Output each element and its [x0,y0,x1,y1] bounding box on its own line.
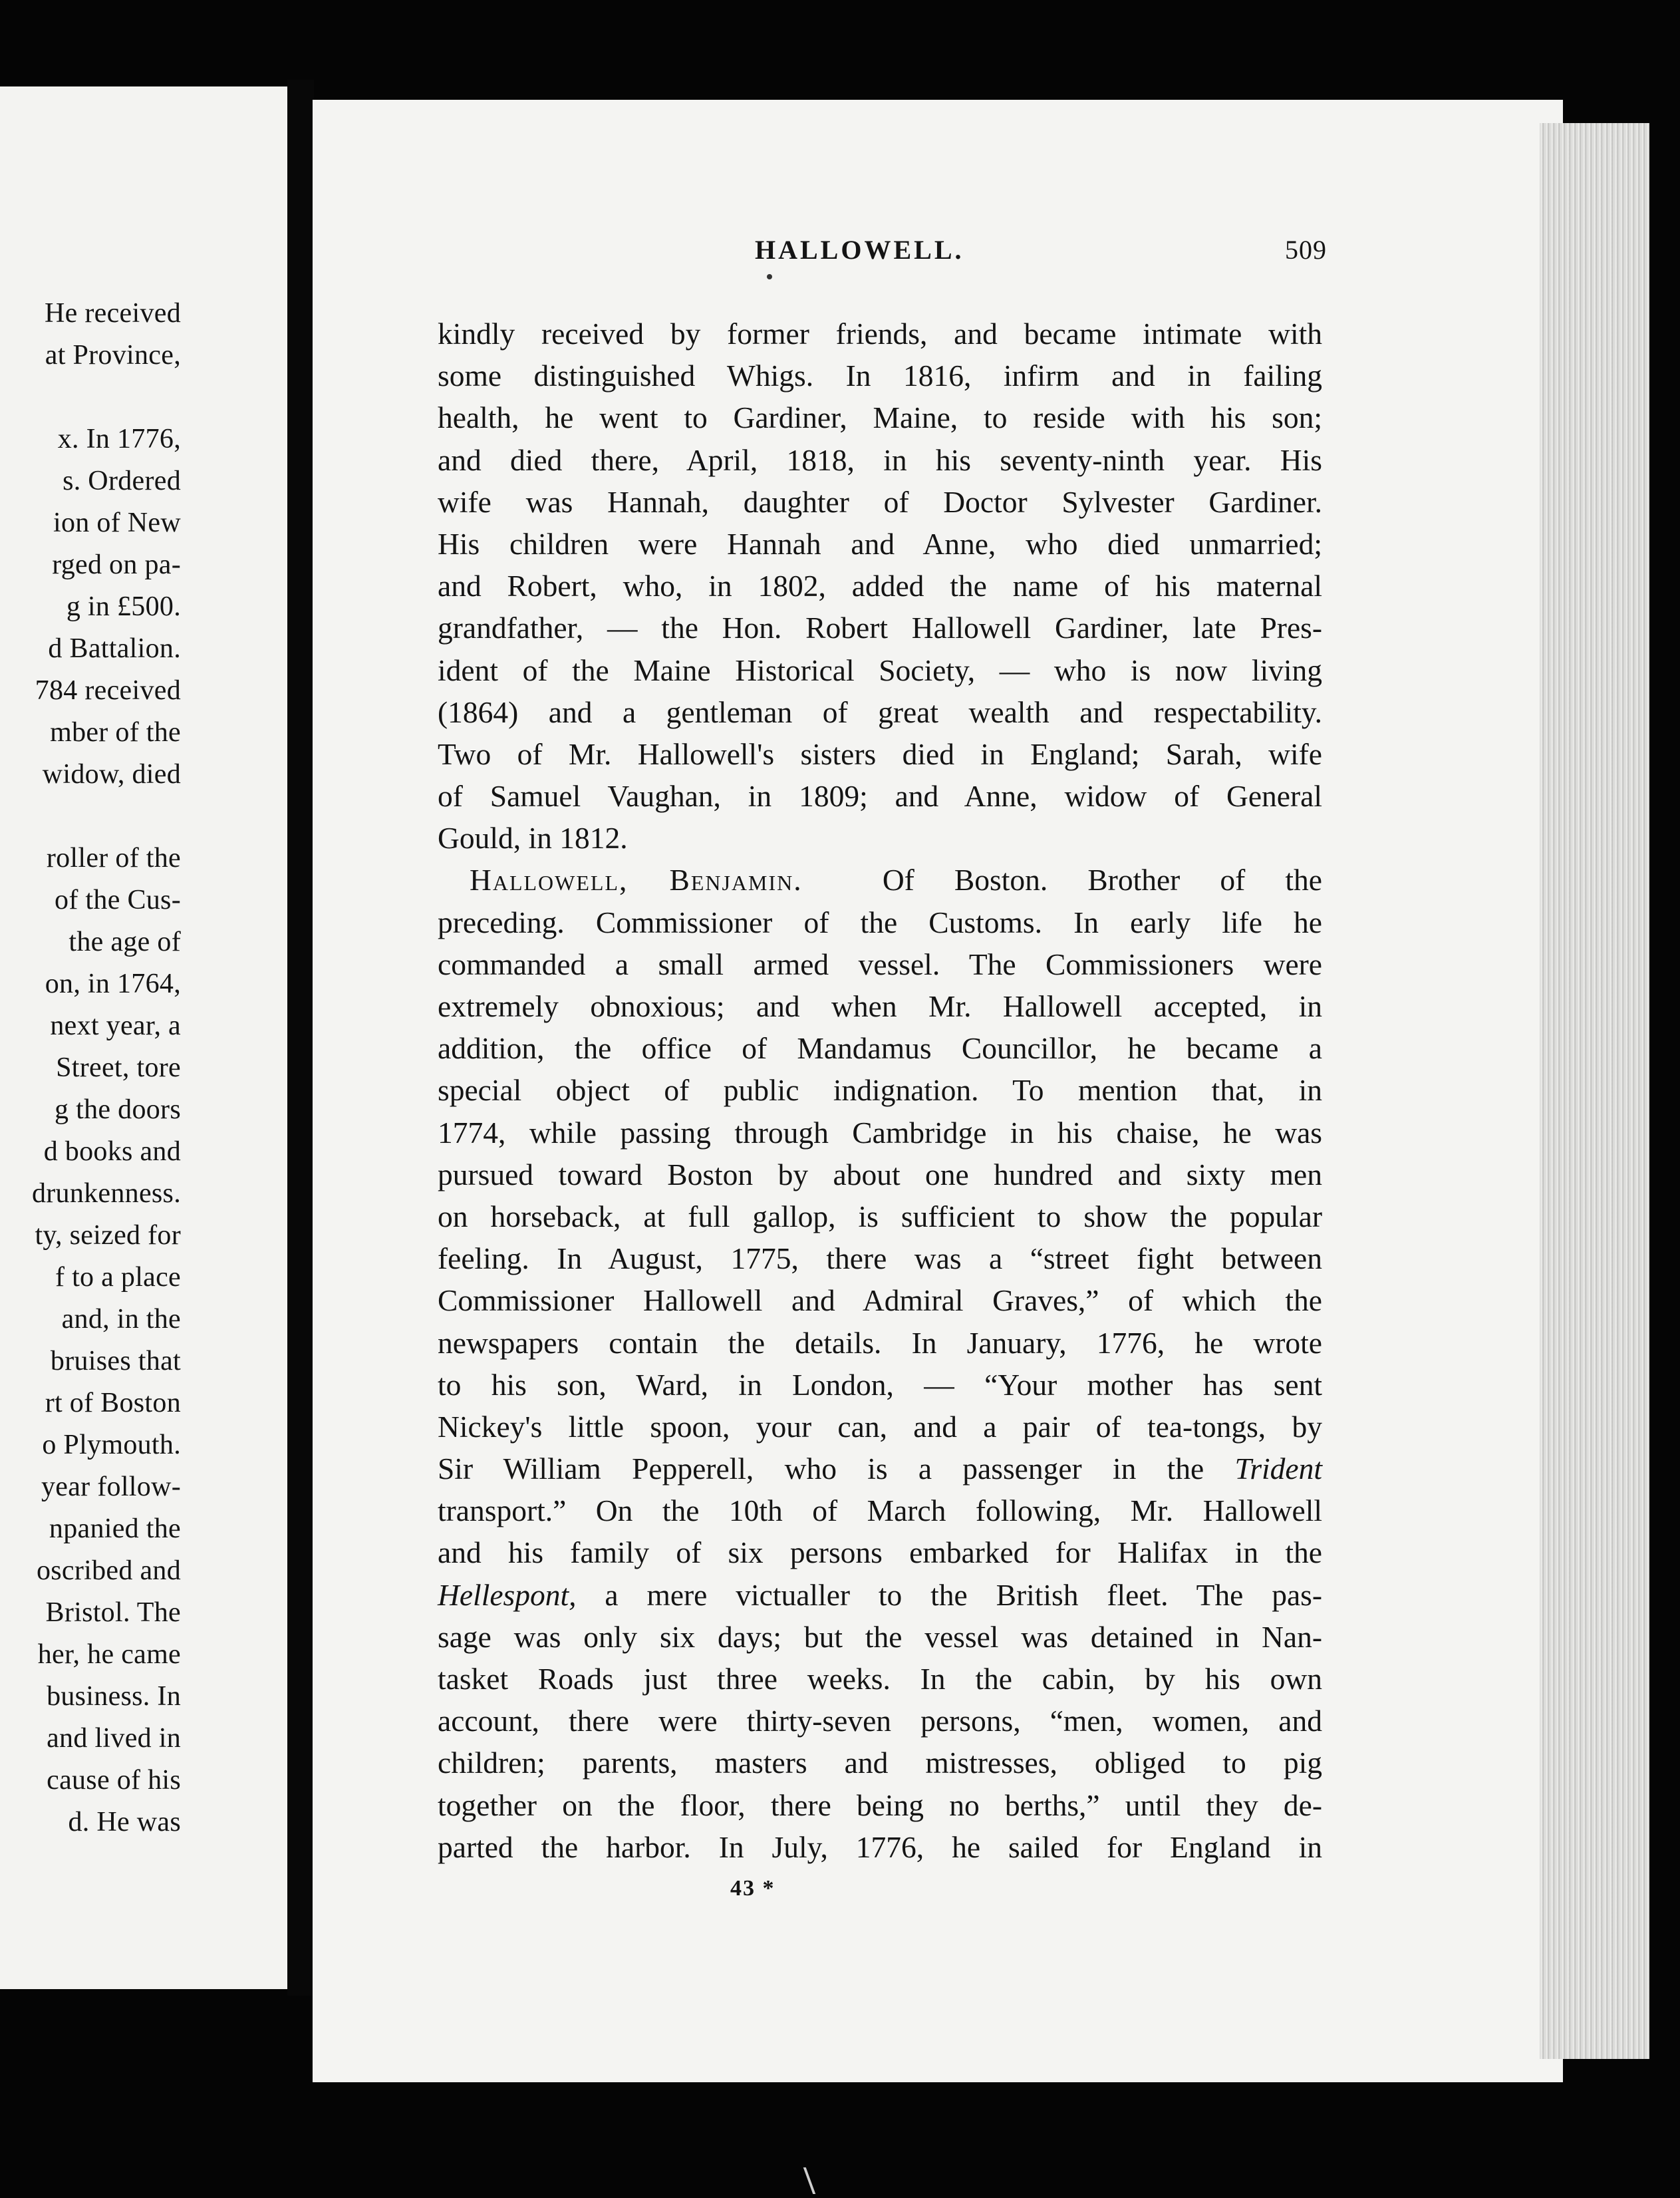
previous-page [0,86,287,1989]
text-line: health, he went to Gardiner, Maine, to reside with his son; [438,400,1322,435]
previous-page-line: Bristol. The [45,1597,181,1628]
fore-edge-shadow [1649,123,1680,2059]
text-line: His children were Hannah and Anne, who died unmarried; [438,526,1322,561]
previous-page-line: 784 received [35,675,181,706]
ink-dot [767,274,772,279]
text-line: wife was Hannah, daughter of Doctor Sylvester Gardiner. [438,484,1322,519]
text-line: grandfather, — the Hon. Robert Hallowell Gardiner, late Pres- [438,611,1322,645]
text-line: Commissioner Hallowell and Admiral Graves,” of which the [438,1283,1322,1318]
previous-page-line: year follow- [41,1472,181,1502]
previous-page-line: bruises that [50,1346,181,1376]
text-line-trident [438,1448,1322,1490]
previous-page-line: Street, tore [56,1052,181,1083]
text-line: on horseback, at full gallop, is sufficient to show the popular [438,1199,1322,1233]
text-line: and Robert, who, in 1802, added the name of his maternal [438,569,1322,603]
previous-page-line: cause of his [47,1765,181,1796]
text-line: some distinguished Whigs. In 1816, infirm and in failing [438,359,1322,393]
previous-page-line: mber of the [50,717,181,748]
previous-page-line: g the doors [55,1094,181,1125]
text-line-hellespont [438,1574,1322,1616]
previous-page-line: her, he came [37,1639,181,1670]
previous-page-line: ty, seized for [35,1220,181,1251]
paragraph-2-end [438,1616,1322,1868]
previous-page-line: d books and [43,1136,181,1167]
previous-page-line: oscribed and [36,1555,181,1586]
previous-page-line: rged on pa- [52,550,181,580]
text-line: commanded a small armed vessel. The Commissioners were [438,947,1322,981]
text-line: (1864) and a gentleman of great wealth and respectability. [438,695,1322,729]
previous-page-line: and, in the [61,1304,181,1334]
paragraph-2-continued [438,1490,1322,1573]
previous-page-line: widow, died [42,759,181,790]
paragraph-2 [438,901,1322,1448]
previous-page-line: on, in 1764, [45,969,181,999]
previous-page-line: npanied the [49,1513,181,1544]
line-text: a mere victualler to the British fleet. The pas- [605,1577,1323,1612]
previous-page-line: d Battalion. [48,633,181,664]
text-line: ident of the Maine Historical Society, — who is now living [438,653,1322,687]
previous-page-line: ion of New [53,508,181,538]
book-gutter [287,80,314,1996]
text-line: preceding. Commissioner of the Customs. In early life he [438,905,1322,939]
previous-page-line: the age of [69,927,181,957]
text-line: 1774, while passing through Cambridge in his chaise, he was [438,1115,1322,1150]
text-line: kindly received by former friends, and became intimate with [438,317,1322,351]
text-line: of Samuel Vaughan, in 1809; and Anne, widow of General [438,779,1322,814]
text-line: and his family of six persons embarked for Halifax in the [438,1535,1322,1570]
previous-page-line: rt of Boston [45,1388,181,1418]
previous-page-line: He received [45,298,181,329]
text-line: Nickey's little spoon, your can, and a pair of tea-tongs, by [438,1409,1322,1444]
previous-page-line: f to a place [55,1262,181,1293]
paragraph-1 [438,313,1322,859]
page-number: 509 [1285,235,1327,265]
previous-page-line: business. In [47,1681,181,1712]
text-line: and died there, April, 1818, in his seventy-ninth year. His [438,442,1322,477]
previous-page-line: at Province, [45,340,181,371]
signature-mark: 43 * [730,1876,775,1901]
text-line: transport.” On the 10th of March following, Mr. Hallowell [438,1493,1322,1528]
previous-page-line: d. He was [68,1807,181,1837]
previous-page-line: x. In 1776, [57,424,181,454]
text-line: account, there were thirty-seven persons, “men, women, and [438,1704,1322,1738]
body-text [438,313,1322,1868]
previous-page-line: roller of the [46,843,181,873]
page-fore-edge [1540,123,1649,2059]
text-line: newspapers contain the details. In January, 1776, he wrote [438,1325,1322,1360]
text-line: feeling. In August, 1775, there was a “street fight between [438,1241,1322,1276]
text-line: to his son, Ward, in London, — “Your mother has sent [438,1367,1322,1402]
text-line: Two of Mr. Hallowell's sisters died in England; Sarah, wife [438,736,1322,771]
line-text: Sir William Pepperell, who is a passenger in the [438,1452,1204,1486]
previous-page-line: drunkenness. [31,1178,181,1209]
text-line: children; parents, masters and mistresses, obliged to pig [438,1746,1322,1780]
text-line: pursued toward Boston by about one hundred and sixty men [438,1157,1322,1191]
previous-page-line: s. Ordered [63,466,181,496]
previous-page-line: next year, a [50,1011,181,1041]
text-line: tasket Roads just three weeks. In the cabin, by his own [438,1662,1322,1696]
ship-name-hellespont: Hellespont, [438,1577,577,1612]
ship-name-trident: Trident [1234,1452,1323,1486]
text-line: parted the harbor. In July, 1776, he sailed for England in [438,1829,1322,1864]
scan-artifact [803,2167,829,2194]
previous-page-line: o Plymouth. [42,1430,181,1460]
entry-name: Hallowell, Benjamin. [470,863,803,897]
text-line: sage was only six days; but the vessel was detained in Nan- [438,1619,1322,1654]
previous-page-line: of the Cus- [55,885,181,915]
text-line: addition, the office of Mandamus Councillor, he became a [438,1031,1322,1066]
paragraph-2-first-line [438,859,1322,901]
running-head: HALLOWELL. [755,235,964,265]
text-line: extremely obnoxious; and when Mr. Hallowell accepted, in [438,989,1322,1023]
previous-page-line: and lived in [47,1723,181,1754]
entry-line-rest: Of Boston. Brother of the [882,863,1322,897]
text-line: Gould, in 1812. [438,821,628,856]
previous-page-line: g in £500. [66,591,181,622]
text-line: together on the floor, there being no berths,” until they de- [438,1788,1322,1822]
text-line: special object of public indignation. To mention that, in [438,1073,1322,1108]
